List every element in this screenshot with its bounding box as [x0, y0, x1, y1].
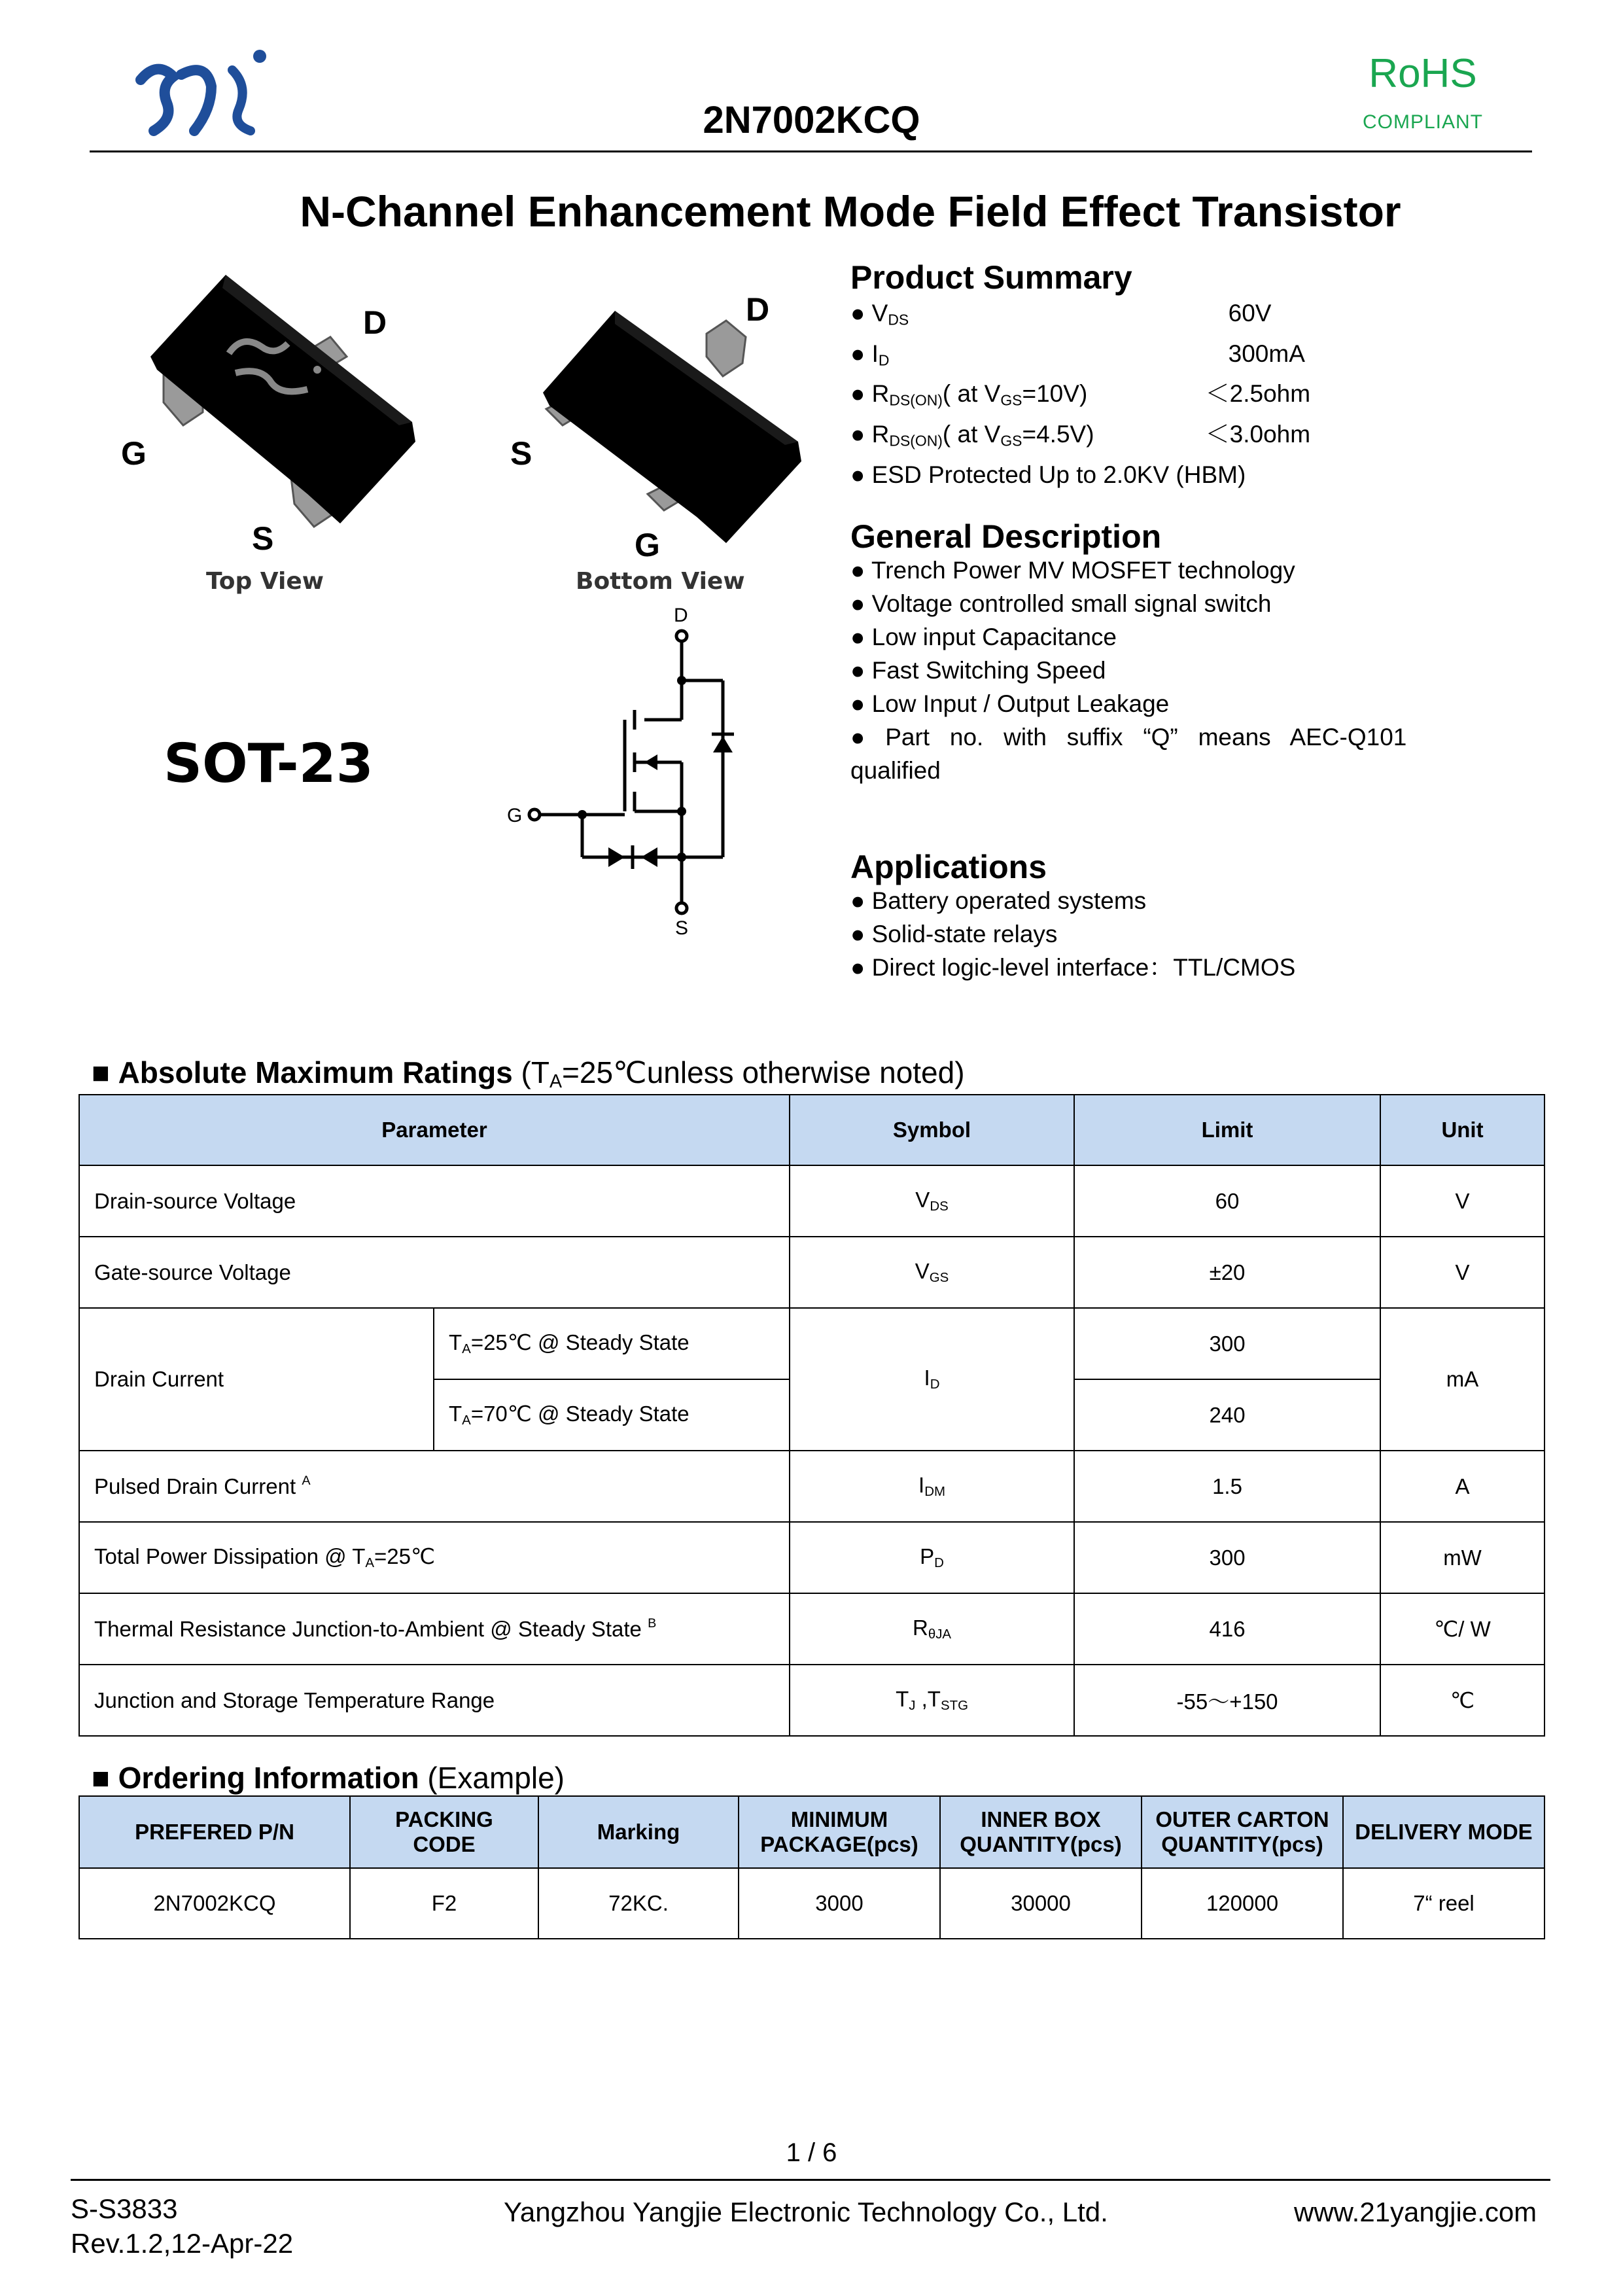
table-row: Gate-source Voltage $V_{GS}$ ±20 V: [79, 1237, 1544, 1308]
summary-row-rdson-10v: ● $R_{DS(ON)}$( at $V_{GS}=10V) <2.5ohm$: [850, 380, 1311, 410]
description-item-aec: ● Part no. with suffix “Q” means AEC-Q101: [850, 724, 1407, 751]
circuit-g-label: G: [507, 805, 523, 826]
footer-revision: Rev.1.2,12-Apr-22: [71, 2228, 294, 2259]
circuit-d-label: D: [674, 605, 688, 626]
package-name: SOT-23: [164, 733, 374, 795]
product-summary-section: [850, 258, 1426, 491]
description-item: ● Fast Switching Speed: [850, 657, 1106, 684]
table-row: Junction and Storage Temperature Range $T_J$ $,T_{STG}$ -55～+150 ℃: [79, 1665, 1544, 1736]
product-summary-heading: Product Summary: [850, 259, 1132, 296]
abs-max-heading: ■ Absolute Maximum Ratings ($T_A=25℃unless$ otherwise noted): [92, 1055, 965, 1093]
bottom-view-pin-s-label: S: [510, 435, 532, 472]
rohs-badge: [1348, 51, 1498, 133]
table-header-row: [79, 1796, 1544, 1868]
rohs-compliant-label: COMPLIANT: [1362, 111, 1484, 133]
description-item: ● Trench Power MV MOSFET technology: [850, 557, 1295, 584]
page-title: N-Channel Enhancement Mode Field Effect Transistor: [300, 187, 1401, 236]
description-item-aec-cont: qualified: [850, 757, 941, 784]
col-header-inner-box: INNER BOX QUANTITY(pcs): [940, 1796, 1142, 1868]
footer-rule: [71, 2179, 1550, 2181]
circuit-s-label: S: [675, 917, 689, 936]
col-header-unit: Unit: [1380, 1095, 1544, 1165]
top-view-pin-s-label: S: [252, 520, 274, 557]
col-header-packing-code: PACKING CODE: [350, 1796, 538, 1868]
application-item: ● Solid-state relays: [850, 921, 1058, 947]
bottom-view-pin-d-label: D: [746, 291, 770, 328]
description-item: ● Low Input / Output Leakage: [850, 690, 1170, 717]
footer-doc-id: S-S3833: [71, 2193, 178, 2224]
col-header-pn: PREFERED P/N: [79, 1796, 350, 1868]
general-description-section: [850, 518, 1407, 787]
summary-rdson-10v-value: ＜2.5ohm: [1205, 380, 1311, 408]
ordering-table: [79, 1795, 1545, 1939]
table-header-row: [79, 1095, 1544, 1165]
rohs-label: RoHS: [1369, 51, 1477, 96]
summary-esd: ● ESD Protected Up to 2.0KV (HBM): [850, 461, 1246, 488]
table-row: Drain Current $T_A=25℃$ @ Steady State $I_D$ 300 mA: [79, 1308, 1544, 1379]
footer-company: Yangzhou Yangjie Electronic Technology Co., Ltd.: [504, 2197, 1108, 2227]
summary-row-id: ● $I_D$ 300mA: [850, 340, 1305, 369]
col-header-outer-carton: OUTER CARTON QUANTITY(pcs): [1142, 1796, 1343, 1868]
application-item: ● Direct logic-level interface：TTL/CMOS: [850, 954, 1296, 981]
header-rule: [90, 150, 1532, 152]
summary-id-value: 300mA: [1228, 340, 1305, 367]
bottom-view-pin-g-label: G: [635, 527, 660, 563]
page-number: 1 / 6: [786, 2138, 837, 2167]
sot23-bottom-view-image: [510, 275, 824, 602]
applications-section: [850, 851, 1400, 984]
summary-rdson-4v5-value: ＜3.0ohm: [1205, 421, 1311, 448]
abs-max-table: [79, 1094, 1545, 1737]
table-row: Thermal Resistance Junction-to-Ambient @ Steady State $^B$ $R_{\theta JA}$ 416 ℃/ W: [79, 1593, 1544, 1665]
summary-vds-value: 60V: [1228, 300, 1272, 327]
table-row: 2N7002KCQ F2 72KC. 3000 30000 120000 7“ reel: [79, 1868, 1544, 1939]
top-view-caption: Top View: [206, 568, 324, 595]
col-header-symbol: Symbol: [790, 1095, 1074, 1165]
col-header-marking: Marking: [538, 1796, 739, 1868]
sot23-top-view-image: [111, 262, 438, 602]
application-item: ● Battery operated systems: [850, 887, 1147, 914]
table-row: Total Power Dissipation @ $T_A=25℃$ $P_D$ 300 mW: [79, 1522, 1544, 1593]
table-row: $T_A=70℃$ @ Steady State 240: [79, 1379, 1544, 1451]
top-view-pin-g-label: G: [121, 435, 147, 472]
description-item: ● Low input Capacitance: [850, 624, 1117, 650]
footer-website-link[interactable]: www.21yangjie.com: [1294, 2197, 1537, 2227]
col-header-delivery-mode: DELIVERY MODE: [1343, 1796, 1544, 1868]
top-view-pin-d-label: D: [363, 304, 387, 341]
general-description-heading: General Description: [850, 518, 1162, 555]
table-row: Pulsed Drain Current $^A$ $I_{DM}$ 1.5 A: [79, 1451, 1544, 1522]
description-item: ● Voltage controlled small signal switch: [850, 590, 1272, 617]
table-row: Drain-source Voltage $V_{DS}$ 60 V: [79, 1165, 1544, 1237]
applications-heading: Applications: [850, 849, 1047, 885]
mosfet-circuit-symbol: [497, 595, 746, 936]
col-header-parameter: Parameter: [79, 1095, 790, 1165]
part-number-header: 2N7002KCQ: [703, 99, 920, 141]
summary-row-rdson-4v5: ● $R_{DS(ON)}$( at $V_{GS}=4.5V) <3.0ohm$: [850, 421, 1311, 450]
bottom-view-caption: Bottom View: [576, 568, 745, 595]
col-header-min-package: MINIMUM PACKAGE(pcs): [739, 1796, 940, 1868]
ordering-heading: ■ Ordering Information (Example): [92, 1761, 565, 1795]
summary-row-vds: ● $V_{DS}$ 60V: [850, 300, 1272, 328]
col-header-limit: Limit: [1074, 1095, 1380, 1165]
